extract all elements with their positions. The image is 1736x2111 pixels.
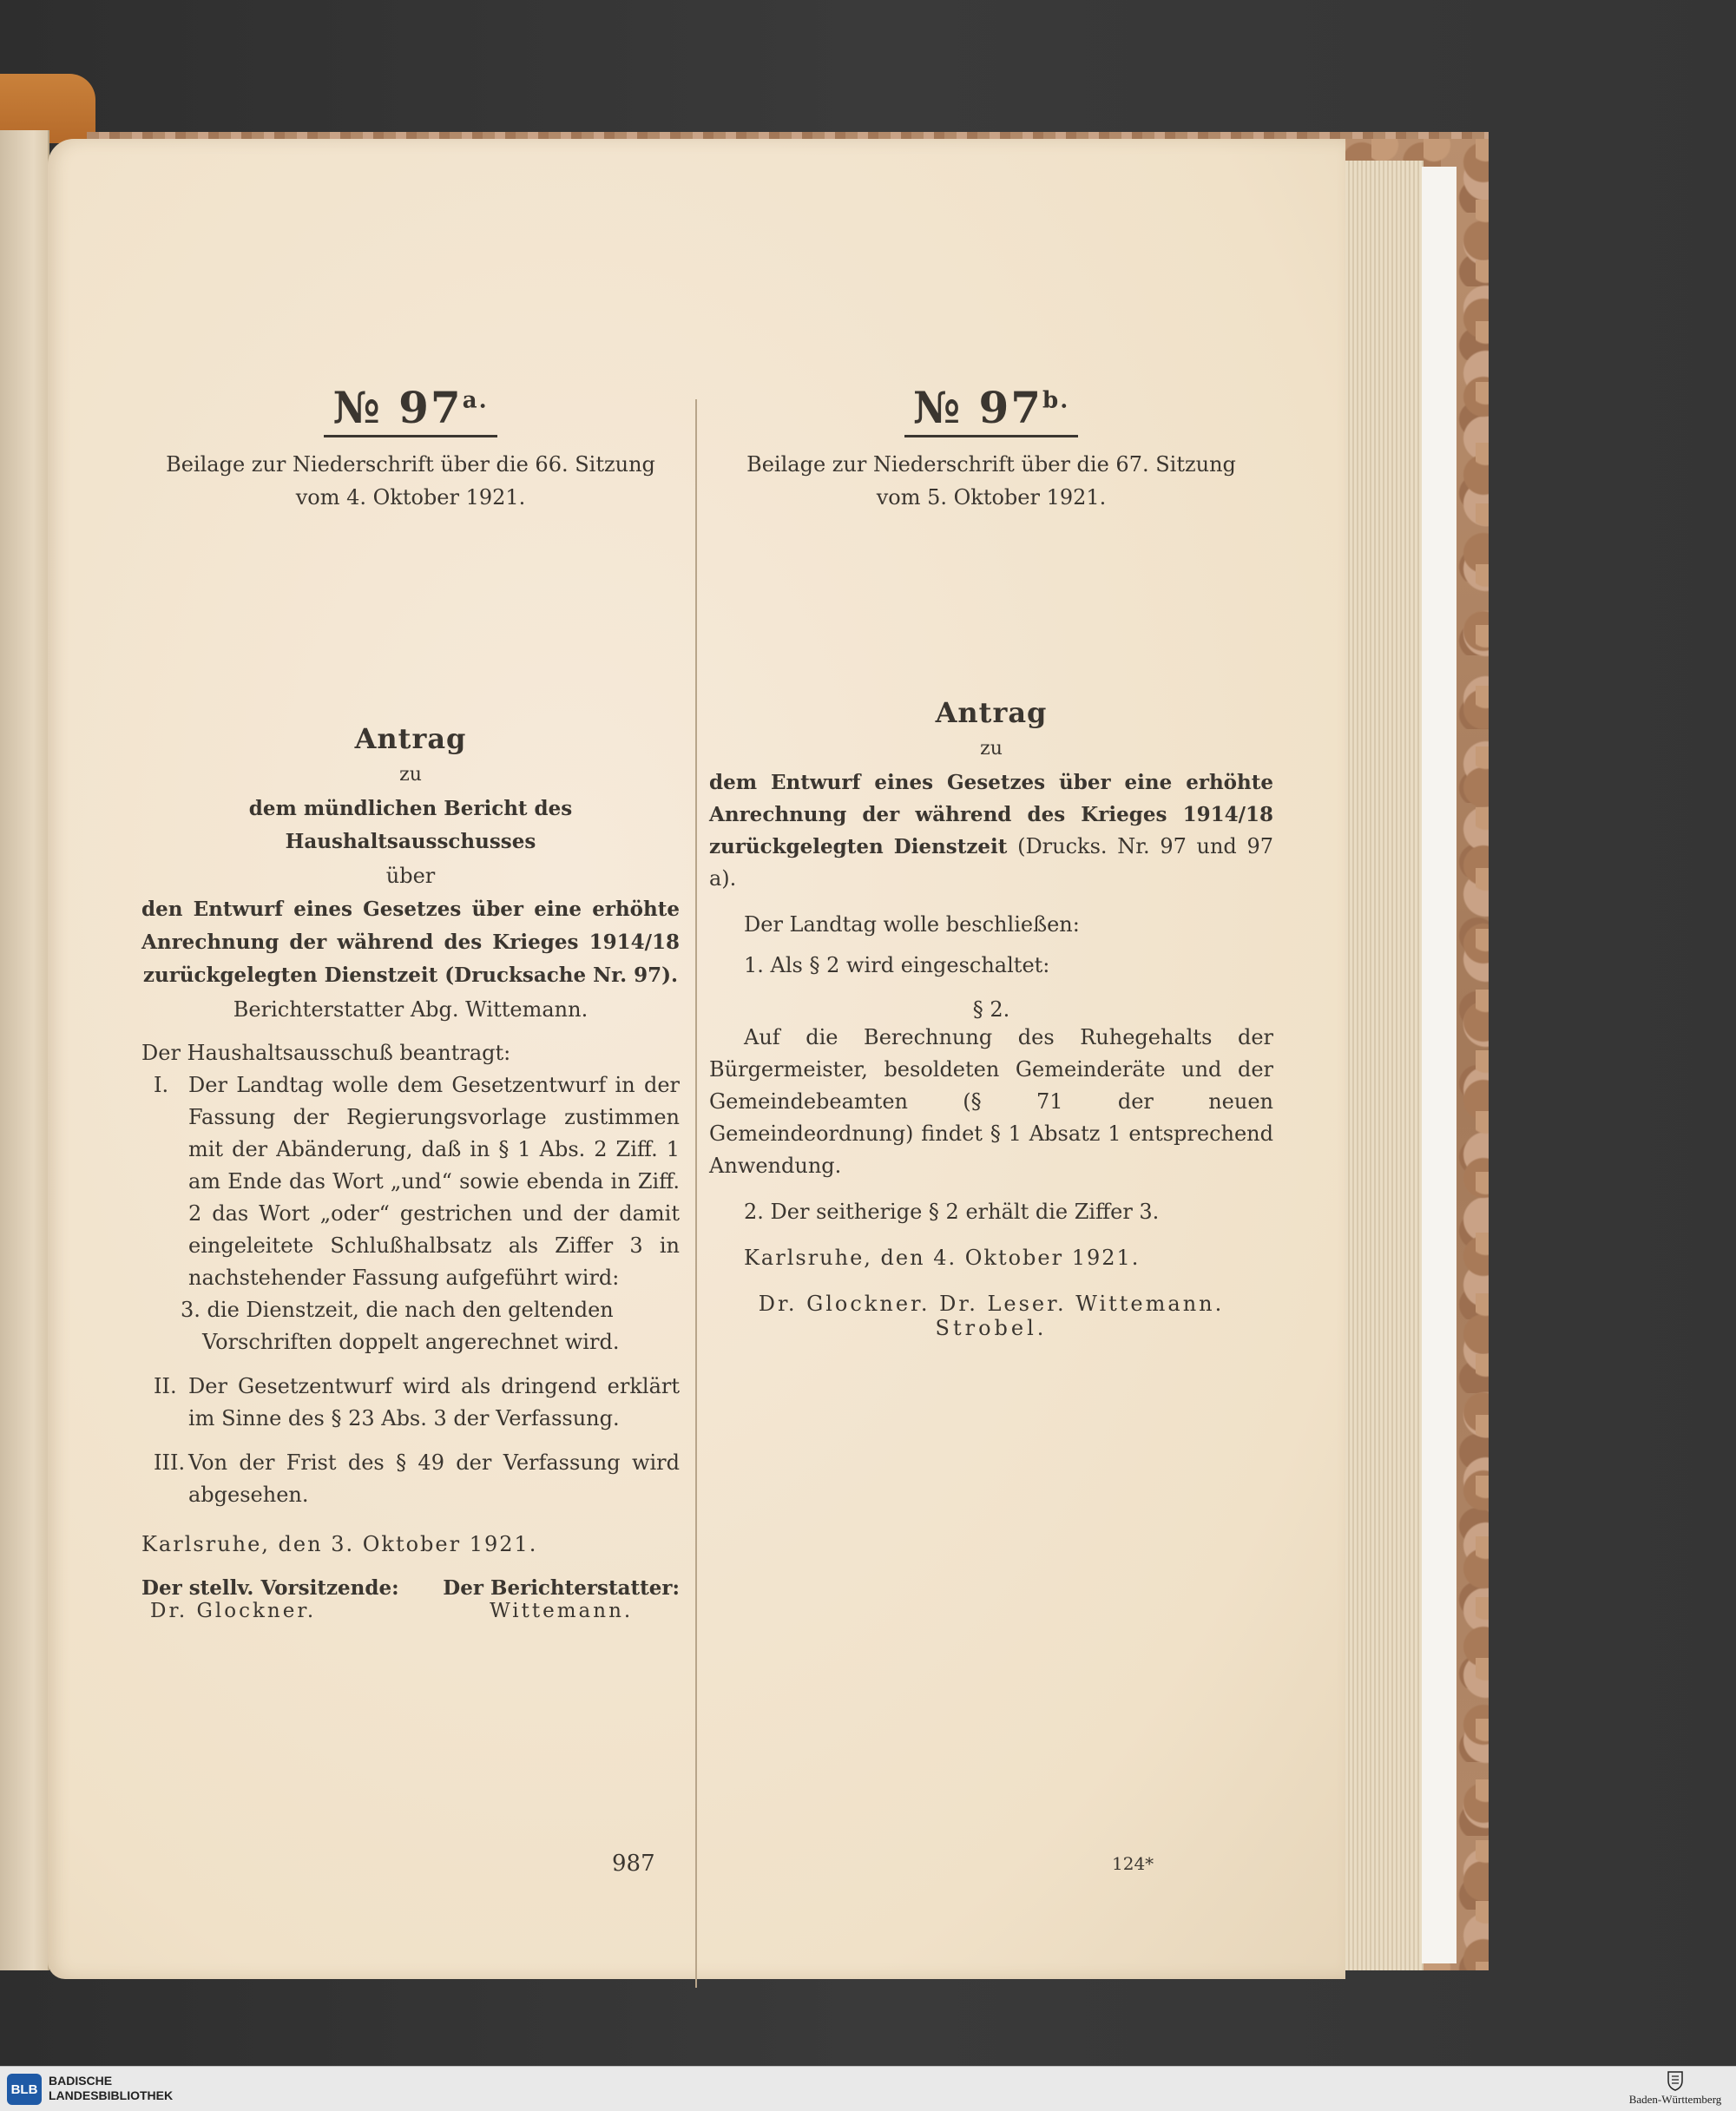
library-footer (0, 2066, 1736, 2111)
left-subject2: den Entwurf eines Gesetzes über eine erhöhte Anrechnung der während des Krieges 1914/18 zurückgelegten Dienstzeit (Drucksache Nr. 97). (141, 898, 680, 987)
left-column (141, 382, 680, 1622)
right-document-number (904, 382, 1078, 437)
left-subject1: dem mündlichen Bericht des Haushaltsausschusses (248, 797, 573, 853)
left-antrag-title: Antrag (354, 722, 467, 755)
right-paragraph-sign: § 2. (972, 997, 1010, 1022)
right-item-1: 1. Als § 2 wird eingeschaltet: (744, 953, 1050, 977)
right-antrag-title: Antrag (935, 696, 1048, 729)
right-beilage-line1: Beilage zur Niederschrift über die 67. Sitzung (746, 452, 1236, 477)
left-document-number (324, 382, 497, 437)
right-beilage-line2: vom 5. Oktober 1921. (876, 485, 1107, 510)
left-page-edge (0, 130, 49, 1970)
crest-icon (1667, 2070, 1684, 2091)
left-number-label: № 97 (332, 382, 463, 433)
right-signers-line1: Dr. Glockner. Dr. Leser. Wittemann. (758, 1292, 1225, 1316)
right-zu: zu (980, 738, 1003, 760)
left-sign-reporter-title: Der Berichterstatter: (443, 1576, 680, 1600)
left-signatures (141, 1576, 680, 1622)
left-sub-item-3: 3. die Dienstzeit, die nach den geltenden Vorschriften doppelt angerechnet wird. (181, 1298, 620, 1354)
right-subject-tail: (Drucks. Nr. 97 und 97 a). (709, 834, 1273, 891)
left-place-date: Karlsruhe, den 3. Oktober 1921. (141, 1532, 538, 1556)
document-page (48, 139, 1345, 1979)
right-item-2: 2. Der seitherige § 2 erhält die Ziffer 3. (744, 1200, 1160, 1224)
right-intro: Der Landtag wolle beschließen: (744, 912, 1080, 937)
left-ueber: über (385, 864, 436, 888)
right-number-label: № 97 (912, 382, 1043, 433)
page-stack-edge (1341, 161, 1424, 1970)
left-beilage-line2: vom 4. Oktober 1921. (295, 485, 526, 510)
baden-wuerttemberg-logo (1623, 2070, 1727, 2108)
library-name-line1: BADISCHE (49, 2074, 113, 2088)
left-item-2 (141, 1371, 680, 1435)
right-place-date: Karlsruhe, den 4. Oktober 1921. (744, 1246, 1141, 1270)
right-paragraph-text: Auf die Berechnung des Ruhegehalts der Bürgermeister, besoldeten Gemeinderäte und der Gemeindebeamten (§ 71 der neuen Gemeindeordnung) findet § 1 Absatz 1 entsprechend Anwendung. (709, 1025, 1273, 1178)
right-subject (709, 766, 1273, 895)
blb-logo-icon[interactable]: BLB (7, 2074, 42, 2105)
left-berichterstatter: Berichterstatter Abg. Wittemann. (233, 997, 589, 1022)
page-number: 987 (612, 1851, 655, 1877)
white-paper-strip (1422, 167, 1457, 1963)
left-item-2-num: II. (154, 1374, 177, 1398)
left-item-1-num: I. (154, 1073, 169, 1097)
left-zu: zu (399, 764, 422, 786)
state-name: Baden-Württemberg (1628, 2093, 1722, 2106)
right-number-suffix: b. (1042, 387, 1070, 414)
left-number-suffix: a. (462, 387, 489, 414)
signature-mark: 124* (1112, 1853, 1154, 1874)
left-item-3-text: Von der Frist des § 49 der Verfassung wird abgesehen. (188, 1450, 680, 1507)
left-sign-reporter (443, 1576, 680, 1622)
left-sign-chair-name: Dr. Glockner. (150, 1600, 317, 1622)
left-beilage (141, 448, 680, 514)
left-item-1-text: Der Landtag wolle dem Gesetzentwurf in der Fassung der Regierungsvorlage zustimmen mit der Abänderung, daß in § 1 Abs. 2 Ziff. 1 am Ende das Wort „und“ sowie ebenda in Ziff. 2 das Wort „oder“ gestrichen und der damit eingeleitete Schlußhalbsatz als Ziffer 3 in nachstehender Fassung aufgeführt wird: (188, 1073, 680, 1290)
right-subject-text: dem Entwurf eines Gesetzes über eine erhöhte Anrechnung der während des Krieges 1914/18 zurückgelegten Dienstzeit (709, 771, 1273, 858)
right-beilage (709, 448, 1273, 514)
library-name[interactable] (49, 2074, 173, 2103)
left-item-3 (141, 1447, 680, 1511)
right-column (709, 382, 1273, 1340)
left-item-1 (141, 1069, 680, 1294)
left-sign-chair-title: Der stellv. Vorsitzende: (141, 1576, 399, 1600)
left-intro: Der Haushaltsausschuß beantragt: (141, 1041, 511, 1065)
column-divider (695, 399, 697, 1988)
left-beilage-line1: Beilage zur Niederschrift über die 66. Sitzung (166, 452, 655, 477)
library-name-line2: LANDESBIBLIOTHEK (49, 2088, 174, 2102)
left-sign-chair (141, 1576, 399, 1622)
left-item-3-num: III. (154, 1450, 186, 1475)
left-sign-reporter-name: Wittemann. (490, 1600, 634, 1622)
right-signers-line2: Strobel. (935, 1316, 1048, 1340)
left-item-2-text: Der Gesetzentwurf wird als dringend erklärt im Sinne des § 23 Abs. 3 der Verfassung. (188, 1374, 680, 1430)
